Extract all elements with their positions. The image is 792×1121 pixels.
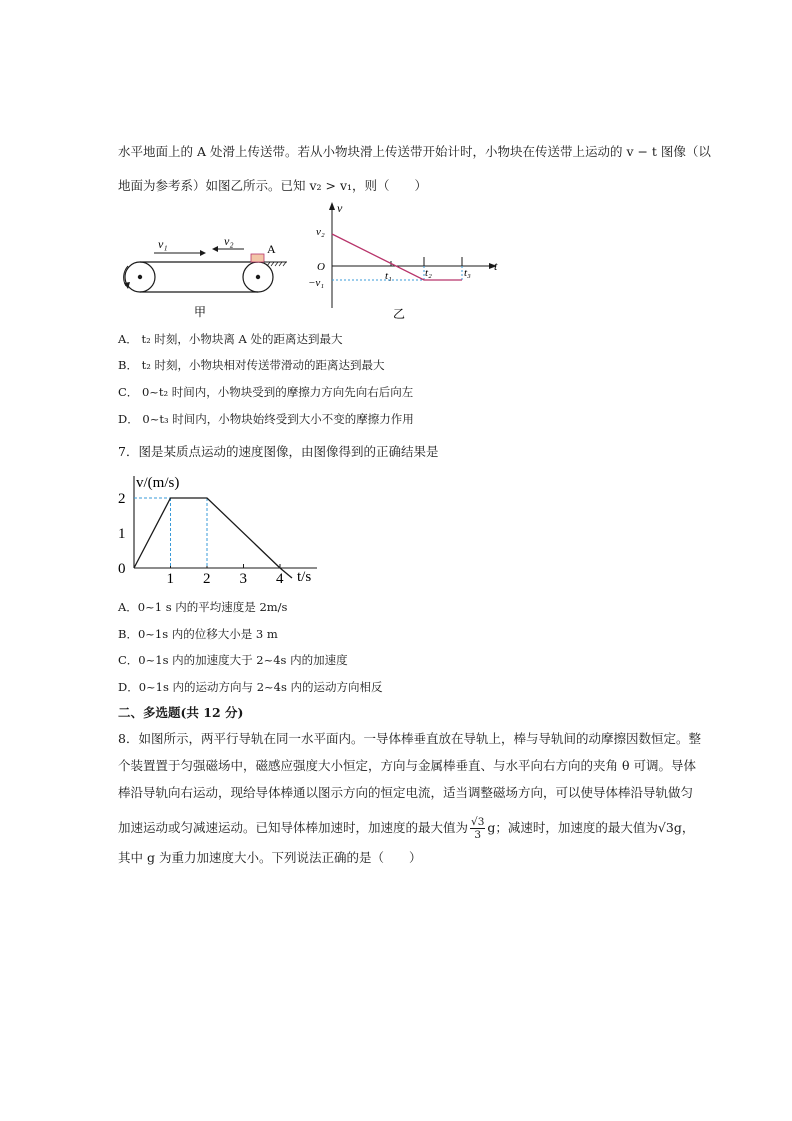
origin-label: O: [317, 261, 325, 273]
q8-fraction: [470, 816, 485, 841]
q7-x-tick-label: 2: [203, 571, 211, 587]
q7-option-d: D．0~1s 内的运动方向与 2~4s 内的运动方向相反: [118, 680, 383, 694]
q6-option-a: A． t₂ 时刻，小物块离 A 处的距离达到最大: [118, 332, 343, 346]
neg-v1-tick-label: −v₁: [308, 277, 325, 289]
block-a: [251, 254, 264, 262]
v2-label: v₂: [224, 234, 234, 248]
vt-curve: [332, 234, 462, 280]
q7-velocity-chart: [112, 468, 332, 588]
figure-jia-conveyor: [112, 228, 292, 323]
v-axis-label: v: [337, 201, 343, 215]
right-pulley-axle: [256, 275, 260, 279]
left-pulley-axle: [138, 275, 142, 279]
block-a-label: A: [267, 242, 276, 256]
figure-yi-vt-graph: [305, 198, 505, 323]
v1-arrowhead-icon: [200, 250, 206, 256]
q8-line4-end: g，: [673, 820, 695, 835]
q7-option-a: A．0~1 s 内的平均速度是 2m/s: [118, 600, 288, 614]
q8-line4-mid: g；减速时，加速度的最大值为: [487, 820, 658, 835]
t2-label: t₂: [425, 267, 432, 279]
q6-option-c: C． 0~t₂ 时间内，小物块受到的摩擦力方向先向右后向左: [118, 385, 414, 399]
v2-arrowhead-icon: [212, 246, 218, 252]
q6-option-b: B． t₂ 时刻，小物块相对传送带滑动的距离达到最大: [118, 358, 385, 372]
figure-jia-caption: 甲: [194, 305, 207, 319]
q8-line2: 个装置置于匀强磁场中，磁感应强度大小恒定，方向与金属棒垂直、与水平向右方向的夹角 θ 可调。导体: [118, 758, 696, 773]
q7-x-axis-label: t/s: [297, 569, 312, 585]
t3-label: t₃: [464, 267, 471, 279]
section-2-title: 二、多选题(共 12 分): [118, 705, 244, 720]
t-axis-label: t: [494, 259, 498, 273]
v1-label: v₁: [158, 237, 168, 251]
q8-line5: 其中 g 为重力加速度大小。下列说法正确的是（ ）: [118, 850, 422, 865]
q8-sqrt3: √3: [657, 820, 674, 835]
q8-frac-denominator: 3: [474, 829, 482, 841]
q8-line3: 棒沿导轨向右运动，现给导体棒通以图示方向的恒定电流，适当调整磁场方向，可以使导体棒沿导轨做匀: [118, 785, 694, 800]
q8-line4-pre: 加速运动或匀减速运动。已知导体棒加速时，加速度的最大值为: [118, 820, 469, 835]
figure-yi-caption: 乙: [393, 307, 406, 321]
q8-frac-numerator: √3: [471, 816, 485, 828]
v-axis-arrowhead-icon: [329, 202, 335, 210]
q7-stem: 7．图是某质点运动的速度图像，由图像得到的正确结果是: [118, 444, 439, 459]
q7-x-tick-label: 4: [276, 571, 284, 587]
q8-line1: 8．如图所示，两平行导轨在同一水平面内。一导体棒垂直放在导轨上，棒与导轨间的动摩擦因数恒定。整: [118, 731, 701, 746]
q7-y-tick-label: 2: [118, 491, 126, 507]
q8-line4: [118, 816, 694, 841]
v2-tick-label: v₂: [316, 226, 325, 238]
q7-x-tick-label: 1: [166, 571, 174, 587]
q6-intro-line1: 水平地面上的 A 处滑上传送带。若从小物块滑上传送带开始计时，小物块在传送带上运动的 v − t 图像（以: [118, 144, 711, 159]
q7-y-axis-label: v/(m/s): [136, 475, 180, 491]
q7-y-tick-label: 1: [118, 526, 126, 542]
q6-intro-line2: 地面为参考系）如图乙所示。已知 v₂ > v₁，则（ ）: [118, 178, 428, 193]
q6-option-d: D． 0~t₃ 时间内，小物块始终受到大小不变的摩擦力作用: [118, 412, 414, 426]
ground-hatch: [267, 262, 286, 266]
q7-option-b: B．0~1s 内的位移大小是 3 m: [118, 627, 278, 641]
q7-x-tick-label: 3: [239, 571, 247, 587]
t1-label: t₁: [385, 270, 392, 282]
q7-option-c: C．0~1s 内的加速度大于 2~4s 内的加速度: [118, 653, 348, 667]
q7-y-tick-label: 0: [118, 561, 126, 577]
